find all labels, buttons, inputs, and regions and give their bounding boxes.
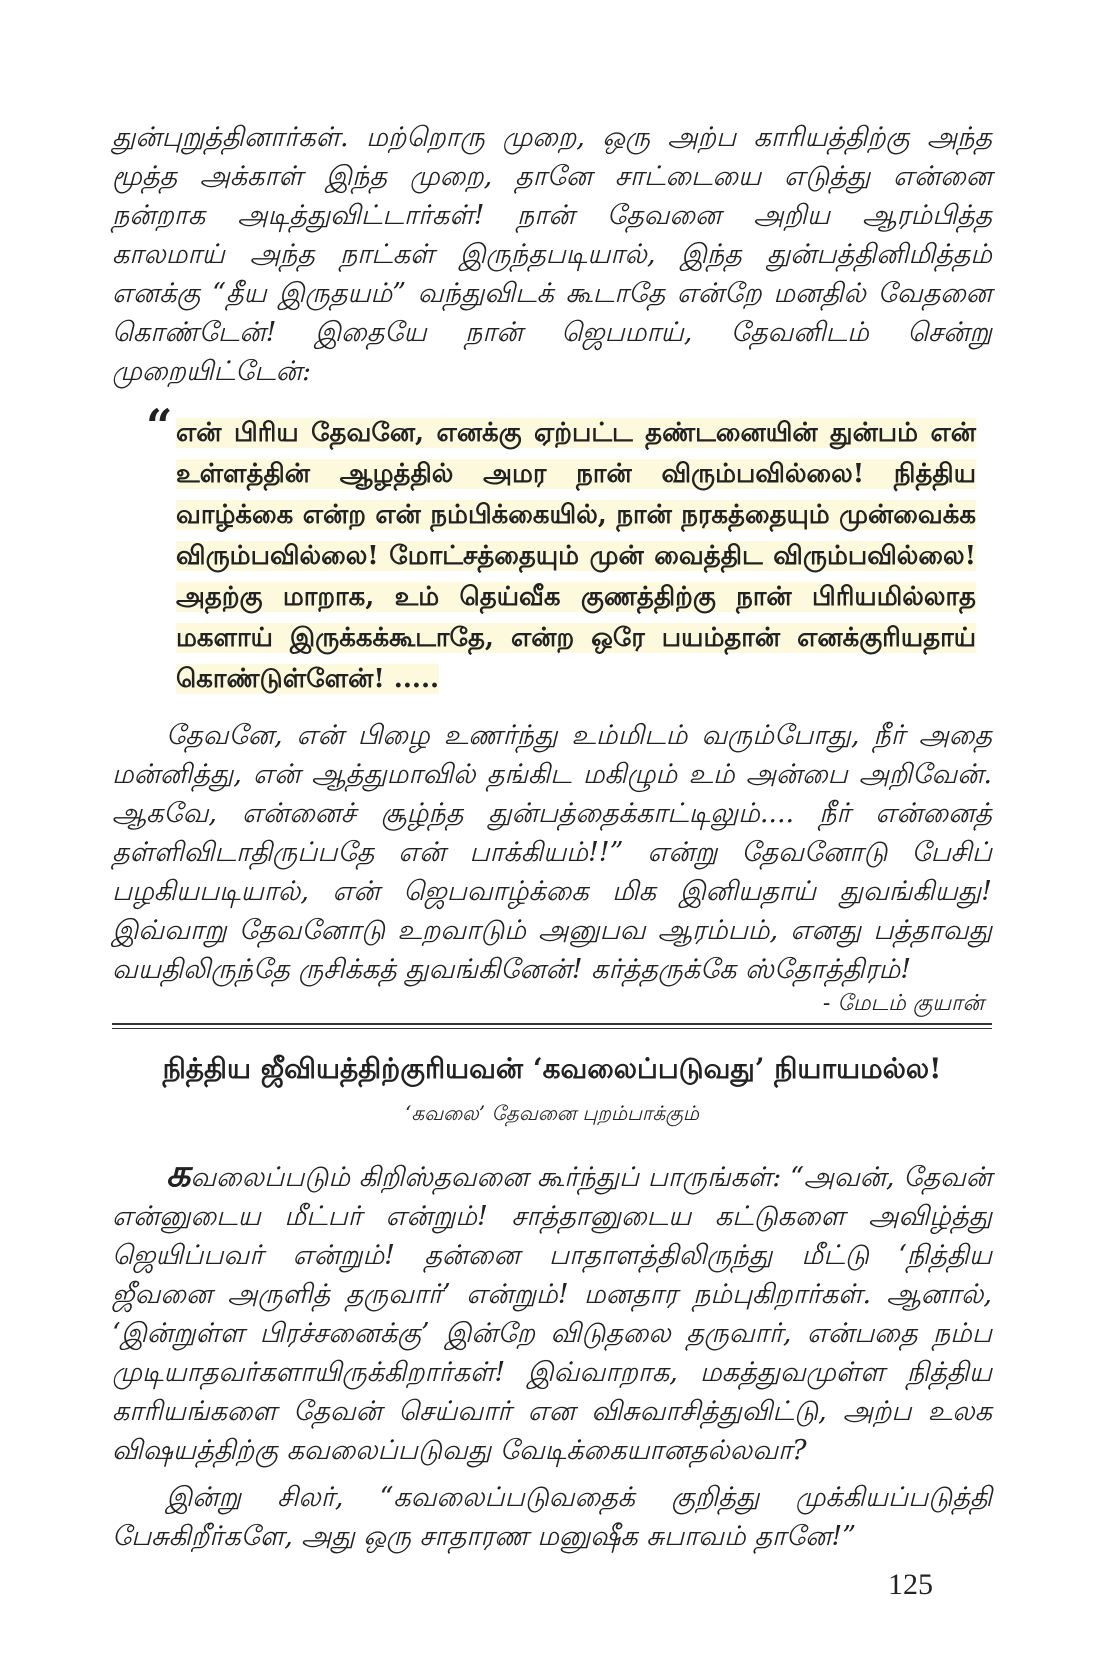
- paragraph-closing: இன்று சிலர், “கவலைப்படுவதைக் குறித்து முக்கியப்படுத்தி பேசுகிறீர்களே, அது ஒரு சாதாரண மனுஷீக சுபாவம் தானே!”: [112, 1482, 992, 1552]
- quote-box: [176, 413, 976, 700]
- paragraph-prayer-block: [112, 716, 992, 989]
- quote-block: [140, 399, 992, 700]
- section-divider: [112, 1023, 992, 1029]
- section-body: [112, 1150, 992, 1556]
- attribution: - மேடம் குயான்: [822, 991, 984, 1016]
- paragraph-prayer: தேவனே, என் பிழை உணர்ந்து உம்மிடம் வரும்போது, நீர் அதை மன்னித்து, என் ஆத்துமாவில் தங்கிட மகிழும் உம் அன்பை அறிவேன். ஆகவே, என்னைச் சூழ்ந்த துன்பத்தைக்காட்டிலும்.... நீர் என்னைத் தள்ளிவிடாதிருப்பதே என் பாக்கியம்!!” என்று தேவனோடு பேசிப் பழகியபடியால், என் ஜெபவாழ்க்கை மிக இனியதாய் துவங்கியது! இவ்வாறு தேவனோடு உறவாடும் அனுபவ ஆரம்பம், எனது பத்தாவது வயதிலிருந்தே ருசிக்கத் துவங்கினேன்! கர்த்தருக்கே ஸ்தோத்திரம்!: [112, 720, 992, 985]
- quote-mark: “: [146, 399, 173, 453]
- quote-highlighted-text: என் பிரிய தேவனே, எனக்கு ஏற்பட்ட தண்டனையின் துன்பம் என் உள்ளத்தின் ஆழத்தில் அமர நான் விரும்பவில்லை! நித்திய வாழ்க்கை என்ற என் நம்பிக்கையில், நான் நரகத்தையும் முன்வைக்க விரும்பவில்லை! மோட்சத்தையும் முன் வைத்திட விரும்பவில்லை! அதற்கு மாறாக, உம் தெய்வீக குணத்திற்கு நான் பிரியமில்லாத மகளாய் இருக்கக்கூடாதே, என்ற ஒரே பயம்தான் எனக்குரியதாய் கொண்டுள்ளேன்! .....: [176, 418, 976, 694]
- drop-cap: க: [166, 1150, 191, 1195]
- paragraph-worry-text: வலைப்படும் கிறிஸ்தவனை கூர்ந்துப் பாருங்கள்: “அவன், தேவன் என்னுடைய மீட்பர் என்றும்! சாத்தானுடைய கட்டுகளை அவிழ்த்து ஜெயிப்பவர் என்றும்! தன்னை பாதாளத்திலிருந்து மீட்டு ‘நித்திய ஜீவனை அருளித் தருவார்’ என்றும்! மனதார நம்புகிறார்கள். ஆனால், ‘இன்றுள்ள பிரச்சனைக்கு’ இன்றே விடுதலை தருவார், என்பதை நம்ப முடியாதவர்களாயிருக்கிறார்கள்! இவ்வாறாக, மகத்துவமுள்ள நித்திய காரியங்களை தேவன் செய்வார் என விசுவாசித்துவிட்டு, அற்ப உலக விஷயத்திற்கு கவலைப்படுவது வேடிக்கையானதல்லவா?: [112, 1162, 992, 1466]
- quote-text: [176, 413, 976, 700]
- section-subtitle: ‘கவலை’ தேவனை புறம்பாக்கும்: [404, 1101, 700, 1125]
- page-number: 125: [888, 1568, 933, 1601]
- section-title: நித்திய ஜீவியத்திற்குரியவன் ‘கவலைப்படுவது’ நியாயமல்ல!: [162, 1052, 942, 1085]
- paragraph-worry: [112, 1150, 992, 1470]
- paragraph-opening: துன்புறுத்தினார்கள். மற்றொரு முறை, ஒரு அற்ப காரியத்திற்கு அந்த மூத்த அக்காள் இந்த முறை, தானே சாட்டையை எடுத்து என்னை நன்றாக அடித்துவிட்டார்கள்! நான் தேவனை அறிய ஆரம்பித்த காலமாய் அந்த நாட்கள் இருந்தபடியால், இந்த துன்பத்தினிமித்தம் எனக்கு “தீய இருதயம்” வந்துவிடக் கூடாதே என்றே மனதில் வேதனை கொண்டேன்! இதையே நான் ஜெபமாய், தேவனிடம் சென்று முறையிட்டேன்:: [112, 122, 992, 387]
- page-content: [112, 118, 992, 1556]
